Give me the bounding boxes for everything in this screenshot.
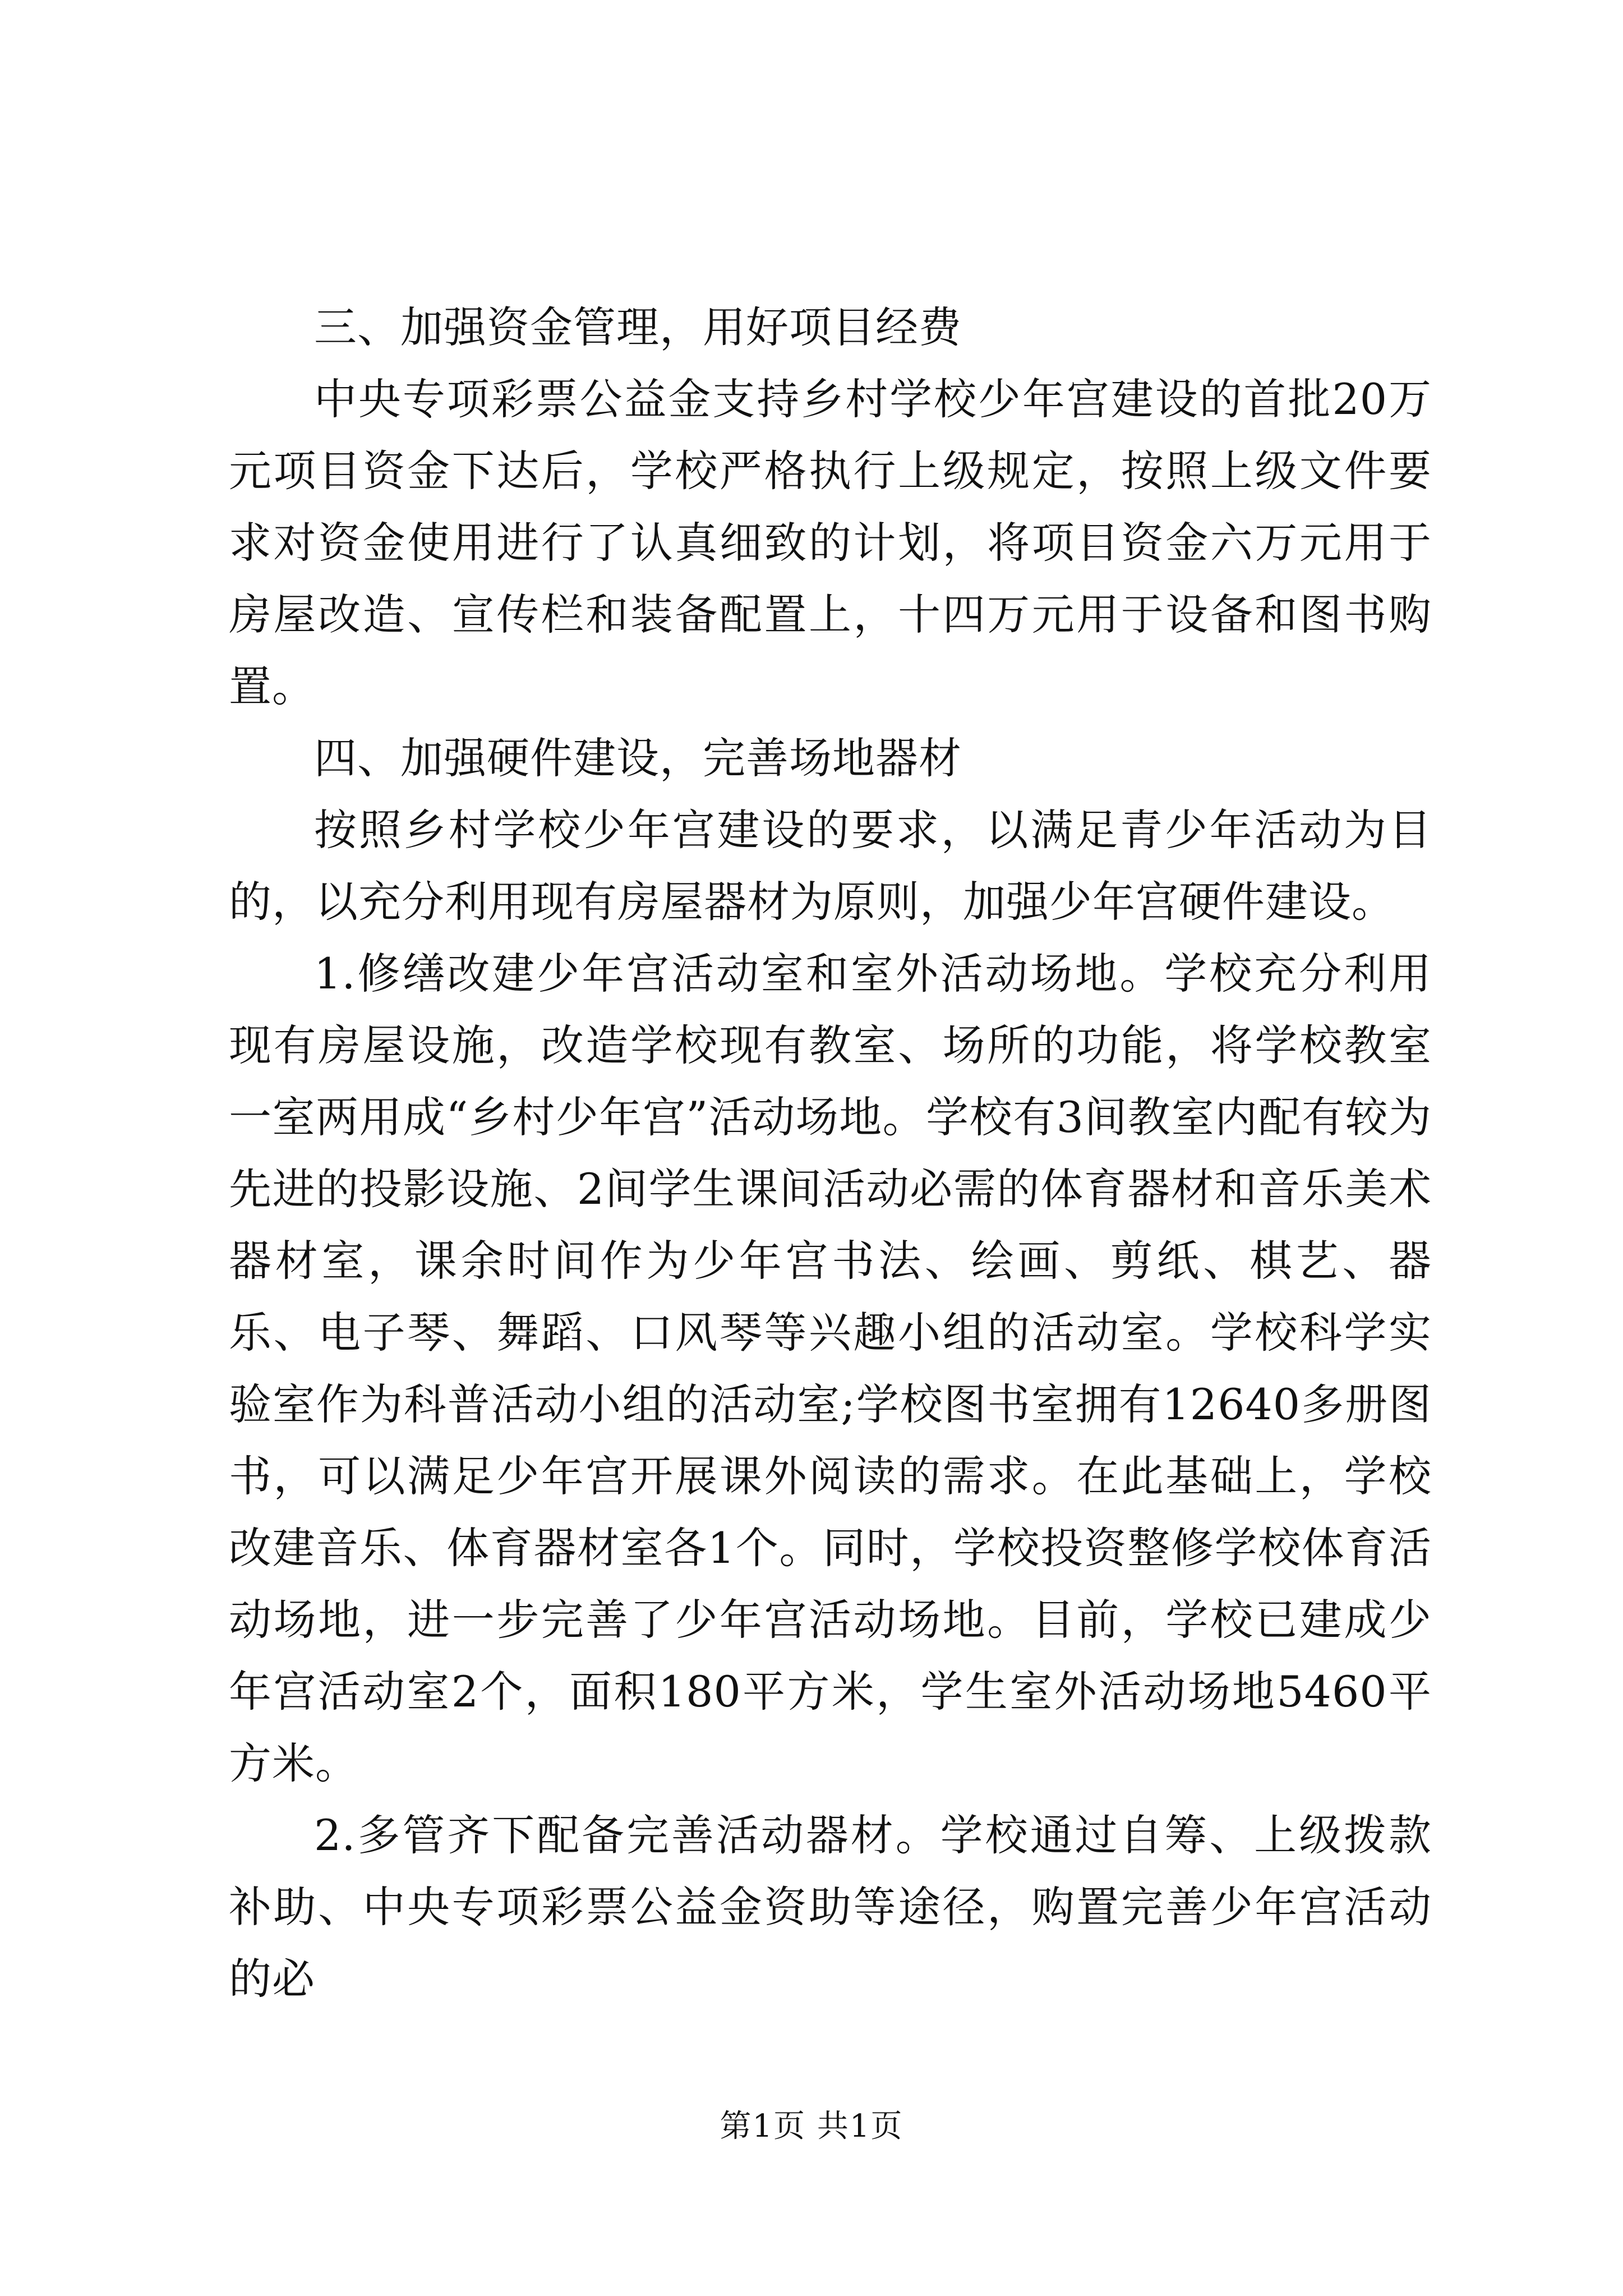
page-footer [0,2107,1623,2146]
document-body [229,292,1432,2015]
paragraph-funding: 中央专项彩票公益金支持乡村学校少年宫建设的首批20万元项目资金下达后，学校严格执行上级规定，按照上级文件要求对资金使用进行了认真细致的计划，将项目资金六万元用于房屋改造、宣传栏和装备配置上，十四万元用于设备和图书购置。 [229,374,1432,711]
paragraph-hardware-intro: 按照乡村学校少年宫建设的要求，以满足青少年活动为目的，以充分利用现有房屋器材为原则，加强少年宫硬件建设。 [229,805,1432,927]
paragraph-equipment: 2.多管齐下配备完善活动器材。学校通过自筹、上级拨款补助、中央专项彩票公益金资助等途径，购置完善少年宫活动的必 [229,1810,1432,2004]
section-heading-3: 三、加强资金管理，用好项目经费 [314,302,962,352]
page-number-label: 第1页 共1页 [720,2108,903,2145]
paragraph-renovation: 1.修缮改建少年宫活动室和室外活动场地。学校充分利用现有房屋设施，改造学校现有教室、场所的功能，将学校教室一室两用成“乡村少年宫”活动场地。学校有3间教室内配有较为先进的投影设施、2间学生课间活动必需的体育器材和音乐美术器材室，课余时间作为少年宫书法、绘画、剪纸、棋艺、器乐、电子琴、舞蹈、口风琴等兴趣小组的活动室。学校科学实验室作为科普活动小组的活动室;学校图书室拥有12640多册图书，可以满足少年宫开展课外阅读的需求。在此基础上，学校改建音乐、体育器材室各1个。同时，学校投资整修学校体育活动场地，进一步完善了少年宫活动场地。目前，学校已建成少年宫活动室2个，面积180平方米，学生室外活动场地5460平方米。 [229,949,1432,1788]
section-heading-4: 四、加强硬件建设，完善场地器材 [314,733,962,783]
